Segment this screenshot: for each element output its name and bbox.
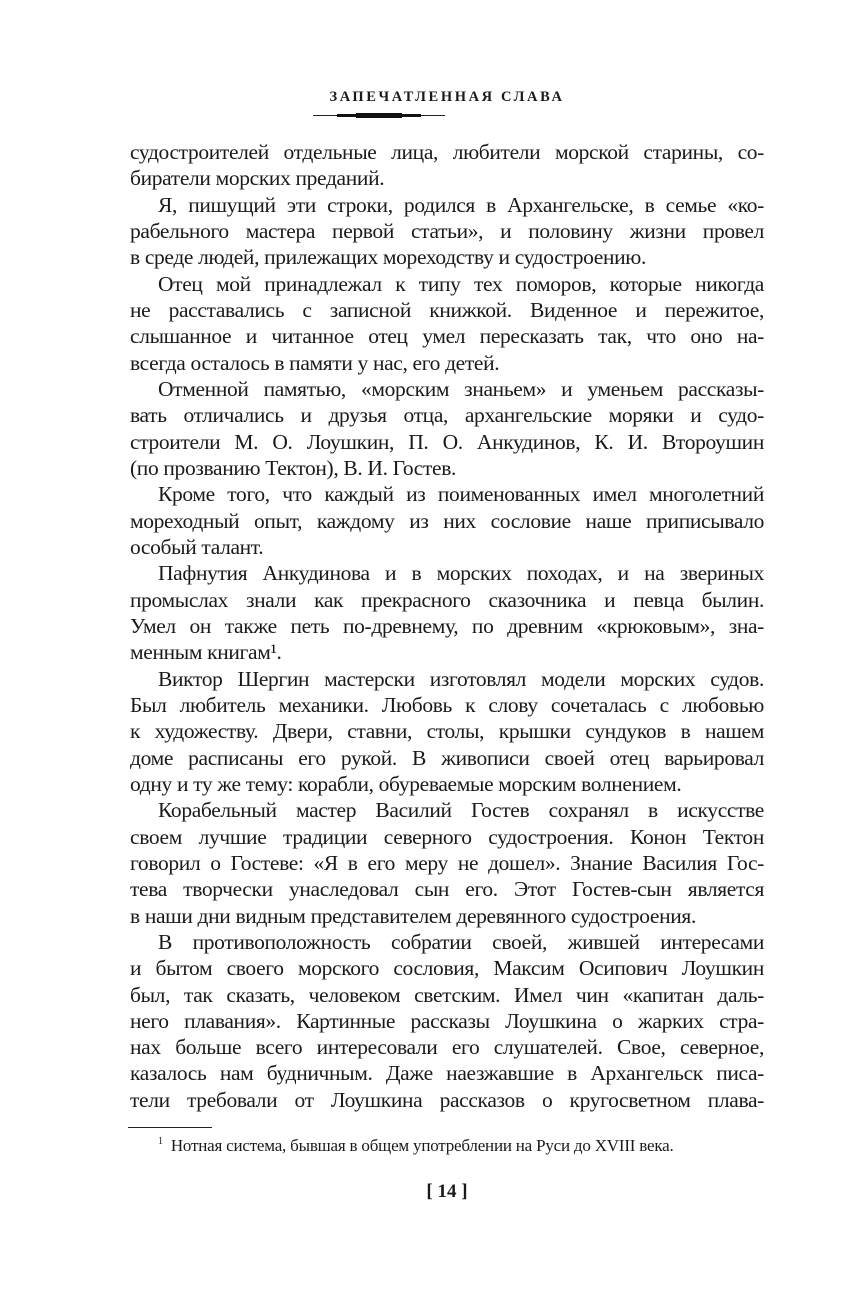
text-line: и бытом своего морского сословия, Максим Осипович Лоушкин xyxy=(130,956,764,981)
text-line: всегда осталось в памяти у нас, его детей. xyxy=(130,350,500,375)
text-line: нах больше всего интересовали его слушателей. Свое, северное, xyxy=(130,1035,764,1060)
text-line: особый талант. xyxy=(130,534,264,559)
paragraph xyxy=(130,139,764,192)
text-line: биратели морских преданий. xyxy=(130,166,385,191)
text-line: слышанное и читанное отец умел пересказать так, что оно на- xyxy=(130,324,764,349)
paragraph xyxy=(130,929,764,1113)
paragraph xyxy=(130,560,764,665)
paragraph xyxy=(130,271,764,376)
text-line: Был любитель механики. Любовь к слову сочеталась с любовью xyxy=(130,692,764,717)
page-number: [ 14 ] xyxy=(426,1181,468,1202)
text-line: промыслах знали как прекрасного сказочника и певца былин. xyxy=(130,587,764,612)
footnote-separator xyxy=(128,1127,212,1128)
text-line: Я, пишущий эти строки, родился в Архангельске, в семье «ко- xyxy=(158,192,764,217)
text-line: мореходный опыт, каждому из них сословие наше приписывало xyxy=(130,508,764,533)
paragraph xyxy=(130,376,764,481)
text-line: одну и ту же тему: корабли, обуреваемые морским волнением. xyxy=(130,771,682,796)
text-line: Умел он также петь по-древнему, по древним «крюковым», зна- xyxy=(130,613,764,638)
text-line: казалось нам будничным. Даже наезжавшие в Архангельск писа- xyxy=(130,1061,764,1086)
text-line: вать отличались и друзья отца, архангельские моряки и судо- xyxy=(130,403,764,428)
paragraph xyxy=(130,481,764,560)
footnote xyxy=(158,1136,674,1156)
text-line: В противоположность собратии своей, жившей интересами xyxy=(158,929,764,954)
text-line: него плавания». Картинные рассказы Лоушкина о жарких стра- xyxy=(130,1008,764,1033)
paragraph xyxy=(130,192,764,271)
text-line: доме расписаны его рукой. В живописи своей отец варьировал xyxy=(130,745,764,770)
body-text xyxy=(130,139,764,1113)
text-line: (по прозванию Тектон), В. И. Гостев. xyxy=(130,455,457,480)
text-line: строители М. О. Лоушкин, П. О. Анкудинов, К. И. Второушин xyxy=(130,429,764,454)
text-line: в среде людей, прилежащих мореходству и судостроению. xyxy=(130,245,647,270)
text-line: Пафнутия Анкудинова и в морских походах, и на звериных xyxy=(158,561,764,586)
text-line: не расставались с записной книжкой. Виденное и пережитое, xyxy=(130,297,764,322)
text-line: Отец мой принадлежал к типу тех поморов, которые никогда xyxy=(158,271,764,296)
text-line: говорил о Гостеве: «Я в его меру не дошел». Знание Василия Гос- xyxy=(130,850,764,875)
text-line: рабельного мастера первой статьи», и половину жизни провел xyxy=(130,218,764,243)
text-line: Отменной памятью, «морским знаньем» и уменьем рассказы- xyxy=(158,376,764,401)
text-line: Виктор Шергин мастерски изготовлял модели морских судов. xyxy=(158,666,764,691)
paragraph xyxy=(130,666,764,798)
footnote-marker: 1 xyxy=(158,1136,163,1148)
header-ornament-rule xyxy=(313,115,445,116)
text-line: был, так сказать, человеком светским. Имел чин «капитан даль- xyxy=(130,982,764,1007)
text-line: к художеству. Двери, ставни, столы, крышки сундуков в нашем xyxy=(130,719,764,744)
paragraph xyxy=(130,797,764,929)
text-line: судостроителей отдельные лица, любители морской старины, со- xyxy=(130,140,764,164)
running-title: ЗАПЕЧАТЛЕННАЯ СЛАВА xyxy=(329,89,565,105)
text-line: тева творчески унаследовал сын его. Этот Гостев-сын является xyxy=(130,877,764,902)
footnote-text: Нотная система, бывшая в общем употреблении на Руси до XVIII века. xyxy=(170,1136,674,1155)
text-line: Кроме того, что каждый из поименованных имел многолетний xyxy=(158,482,764,507)
text-line: в наши дни видным представителем деревянного судостроения. xyxy=(130,903,696,928)
text-line: своем лучшие традиции северного судостроения. Конон Тектон xyxy=(130,824,764,849)
text-line: менным книгам¹. xyxy=(130,640,282,665)
text-line: тели требовали от Лоушкина рассказов о кругосветном плава- xyxy=(130,1087,764,1112)
text-line: Корабельный мастер Василий Гостев сохранял в искусстве xyxy=(158,798,764,823)
